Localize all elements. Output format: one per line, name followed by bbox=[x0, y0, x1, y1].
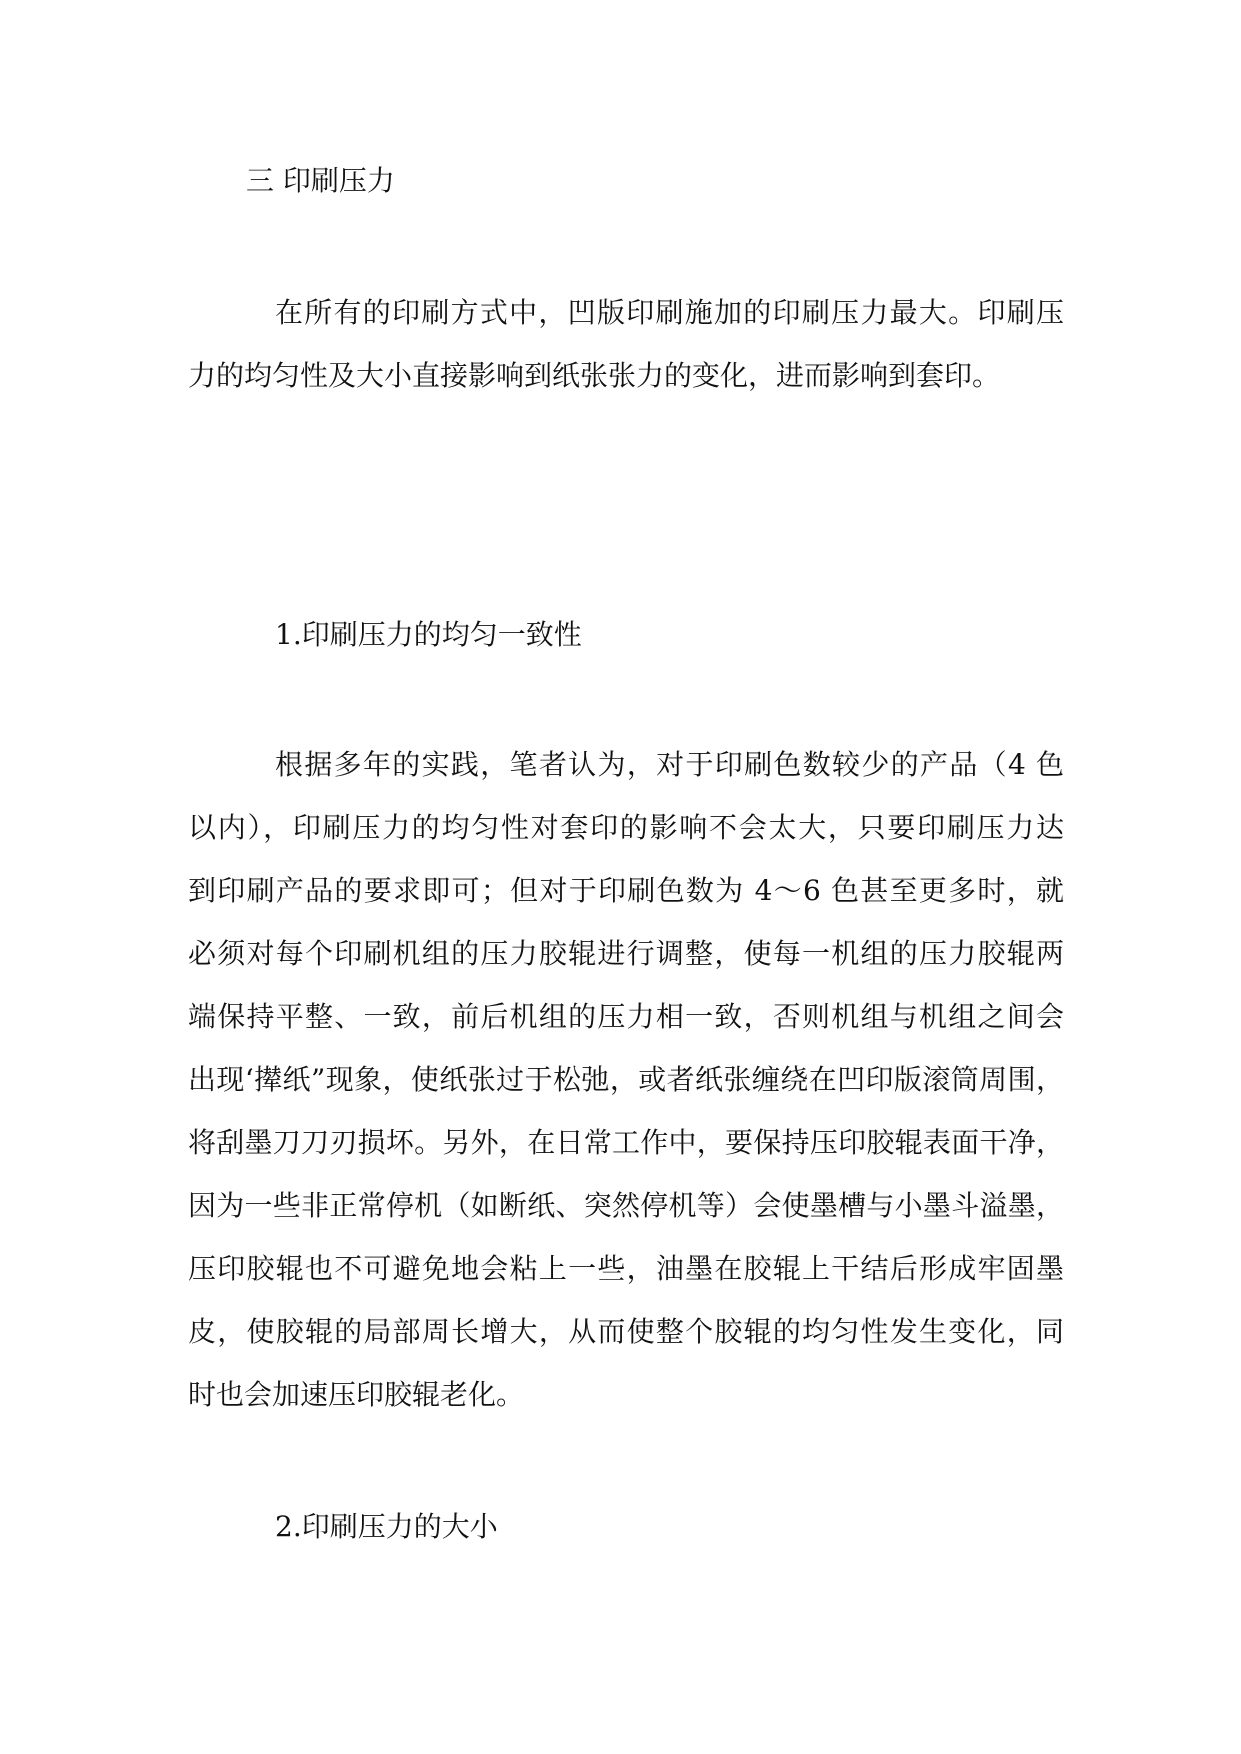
paragraph-1-line-7: 将刮墨刀刀刃损坏。另外，在日常工作中，要保持压印胶辊表面干净， bbox=[188, 1126, 1064, 1159]
paragraph-1-line-5: 端保持平整、一致，前后机组的压力相一致，否则机组与机组之间会 bbox=[188, 1000, 1064, 1033]
paragraph-1-line-3: 到印刷产品的要求即可；但对于印刷色数为 4～6 色甚至更多时，就 bbox=[188, 874, 1064, 907]
paragraph-1-line-9: 压印胶辊也不可避免地会粘上一些，油墨在胶辊上干结后形成牢固墨 bbox=[188, 1252, 1064, 1285]
paragraph-1-line-11: 时也会加速压印胶辊老化。 bbox=[188, 1378, 525, 1411]
subheading-1: 1.印刷压力的均匀一致性 bbox=[275, 618, 582, 651]
paragraph-1-line-6: 出现‘撵纸”现象，使纸张过于松弛，或者纸张缠绕在凹印版滚筒周围， bbox=[188, 1063, 1064, 1096]
paragraph-1-line-1: 根据多年的实践，笔者认为，对于印刷色数较少的产品（4 色 bbox=[275, 748, 1064, 781]
paragraph-1-line-10: 皮，使胶辊的局部周长增大，从而使整个胶辊的均匀性发生变化，同 bbox=[188, 1315, 1064, 1348]
paragraph-1-line-2: 以内），印刷压力的均匀性对套印的影响不会太大，只要印刷压力达 bbox=[188, 811, 1064, 844]
paragraph-1-line-8: 因为一些非正常停机（如断纸、突然停机等）会使墨槽与小墨斗溢墨， bbox=[188, 1189, 1064, 1222]
section-heading: 三 印刷压力 bbox=[246, 164, 395, 197]
intro-paragraph-line-2: 力的均匀性及大小直接影响到纸张张力的变化，进而影响到套印。 bbox=[188, 359, 1001, 392]
subheading-2: 2.印刷压力的大小 bbox=[275, 1510, 498, 1543]
paragraph-1-line-4: 必须对每个印刷机组的压力胶辊进行调整，使每一机组的压力胶辊两 bbox=[188, 937, 1064, 970]
intro-paragraph-line-1: 在所有的印刷方式中，凹版印刷施加的印刷压力最大。印刷压 bbox=[275, 296, 1064, 329]
